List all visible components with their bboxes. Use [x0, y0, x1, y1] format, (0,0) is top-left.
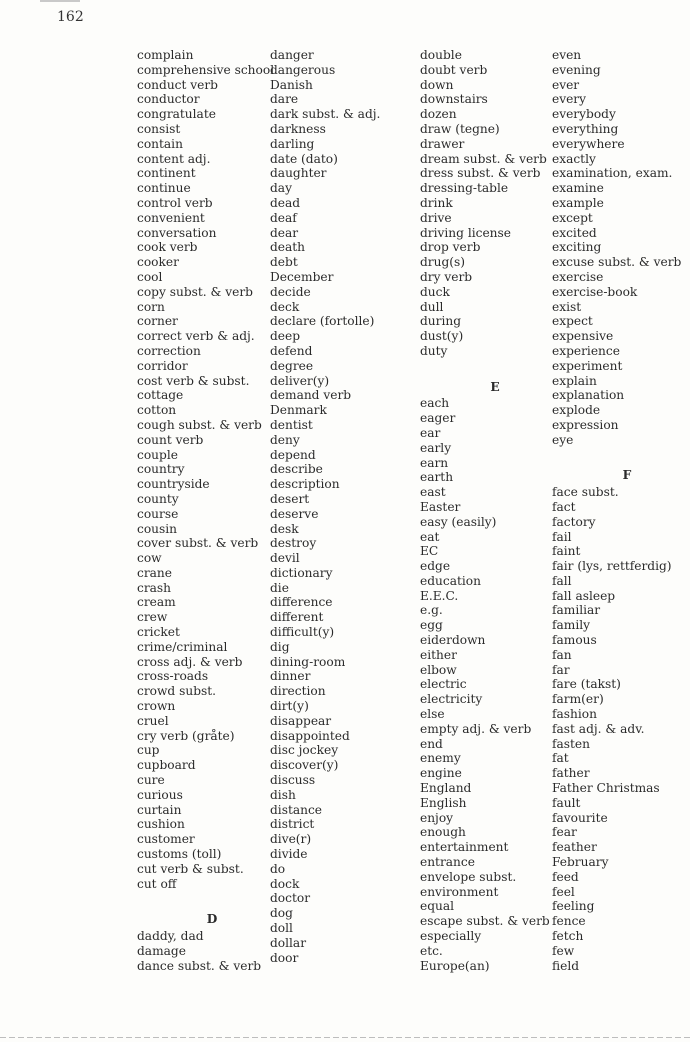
word-entry: description — [270, 477, 340, 492]
word-entry: experience — [552, 343, 620, 358]
word-entry: cure — [137, 773, 165, 788]
word-entry: ever — [552, 77, 580, 92]
word-entry: faint — [552, 544, 581, 559]
word-entry: face subst. — [552, 485, 619, 500]
word-entry: darling — [270, 136, 315, 151]
word-entry: engine — [420, 766, 462, 781]
word-entry: declare (fortolle) — [270, 314, 375, 329]
word-entry: deck — [270, 299, 300, 314]
word-entry: expect — [552, 314, 593, 329]
word-entry: customer — [137, 832, 195, 847]
word-entry: early — [420, 440, 452, 455]
word-entry: death — [270, 240, 306, 255]
word-entry: crown — [137, 699, 176, 714]
word-entry: except — [552, 210, 593, 225]
word-entry: demand verb — [270, 388, 352, 403]
word-entry: daddy, dad — [137, 929, 204, 944]
word-entry: cover subst. & verb — [137, 536, 259, 551]
word-entry: comprehensive school — [137, 62, 275, 77]
word-entry: fair (lys, rettferdig) — [552, 559, 672, 574]
word-entry: equal — [420, 899, 455, 914]
word-entry: dress subst. & verb — [420, 166, 541, 181]
word-entry: cupboard — [137, 758, 196, 773]
word-entry: crew — [137, 610, 168, 625]
word-entry: depend — [270, 447, 316, 462]
word-entry: during — [420, 314, 462, 329]
word-entry: dare — [270, 92, 299, 107]
word-entry: doctor — [270, 891, 311, 906]
word-entry: distance — [270, 802, 323, 817]
word-entry: couple — [137, 447, 178, 462]
word-entry: country — [137, 462, 185, 477]
section-letter-heading: F — [622, 468, 632, 483]
word-entry: dry verb — [420, 269, 473, 284]
word-entry: dictionary — [270, 565, 333, 580]
word-entry: end — [420, 736, 443, 751]
word-entry: divide — [270, 847, 308, 862]
word-entry: day — [270, 181, 292, 196]
word-entry: eager — [420, 411, 456, 426]
word-entry: correction — [137, 343, 201, 358]
word-entry: dinner — [270, 669, 311, 684]
word-entry: dollar — [270, 935, 307, 950]
word-entry: course — [137, 506, 179, 521]
section-letter-heading: E — [490, 379, 500, 394]
word-column-4 — [552, 48, 690, 973]
word-entry: either — [420, 647, 457, 662]
word-entry: congratulate — [137, 107, 216, 122]
word-entry: escape subst. & verb — [420, 914, 550, 929]
word-entry: down — [420, 77, 454, 92]
word-entry: corridor — [137, 358, 188, 373]
word-entry: convenient — [137, 210, 205, 225]
word-entry: debt — [270, 255, 298, 270]
word-entry: expensive — [552, 329, 614, 344]
word-entry: decide — [270, 284, 311, 299]
word-entry: egg — [420, 618, 443, 633]
word-entry: discuss — [270, 773, 316, 788]
word-entry: cousin — [137, 521, 178, 536]
section-spacer — [552, 448, 690, 463]
word-entry: exciting — [552, 240, 602, 255]
word-entry: difficult(y) — [270, 625, 335, 640]
word-entry: father — [552, 766, 590, 781]
word-entry: cool — [137, 269, 163, 284]
word-entry: fare (takst) — [552, 677, 621, 692]
word-column-3 — [420, 48, 570, 973]
word-entry: curtain — [137, 802, 182, 817]
word-entry: describe — [270, 462, 323, 477]
word-entry: cushion — [137, 817, 185, 832]
word-entry: conduct verb — [137, 77, 218, 92]
word-entry: date (dato) — [270, 151, 338, 166]
word-entry: disc jockey — [270, 743, 339, 758]
word-entry: ear — [420, 425, 441, 440]
word-entry: fat — [552, 751, 569, 766]
word-entry: familiar — [552, 603, 601, 618]
word-entry: dream subst. & verb — [420, 151, 547, 166]
word-entry: desk — [270, 521, 299, 536]
word-entry: earn — [420, 455, 449, 470]
word-entry: Easter — [420, 499, 461, 514]
word-entry: especially — [420, 929, 482, 944]
word-entry: fast adj. & adv. — [552, 721, 645, 736]
word-entry: English — [420, 795, 467, 810]
word-entry: fault — [552, 795, 581, 810]
word-entry: cross adj. & verb — [137, 654, 243, 669]
word-entry: driving license — [420, 225, 511, 240]
word-entry: darkness — [270, 121, 326, 136]
word-entry: Europe(an) — [420, 958, 490, 973]
word-entry: dangerous — [270, 62, 336, 77]
word-entry: fall — [552, 573, 572, 588]
page-top-rule — [40, 0, 80, 2]
word-entry: daughter — [270, 166, 327, 181]
word-entry: different — [270, 610, 324, 625]
word-entry: fall asleep — [552, 588, 616, 603]
word-entry: deny — [270, 432, 300, 447]
word-entry: easy (easily) — [420, 514, 497, 529]
word-entry: devil — [270, 551, 300, 566]
word-entry: cream — [137, 595, 176, 610]
word-entry: difference — [270, 595, 333, 610]
word-entry: crowd subst. — [137, 684, 217, 699]
word-entry: cost verb & subst. — [137, 373, 250, 388]
word-entry: danger — [270, 48, 314, 62]
word-column-2 — [270, 48, 420, 965]
word-entry: complain — [137, 48, 194, 62]
word-entry: defend — [270, 343, 313, 358]
word-entry: few — [552, 943, 575, 958]
word-entry: expression — [552, 417, 619, 432]
word-entry: dear — [270, 225, 299, 240]
word-entry: Father Christmas — [552, 781, 660, 796]
word-entry: dozen — [420, 107, 457, 122]
word-entry: dark subst. & adj. — [270, 107, 381, 122]
word-entry: dance subst. & verb — [137, 958, 262, 973]
word-entry: crash — [137, 580, 172, 595]
word-entry: earth — [420, 470, 454, 485]
word-entry: explanation — [552, 388, 625, 403]
word-entry: excited — [552, 225, 597, 240]
word-entry: dead — [270, 195, 301, 210]
word-entry: eye — [552, 432, 574, 447]
word-entry: cricket — [137, 625, 180, 640]
word-entry: exercise — [552, 269, 604, 284]
word-entry: entertainment — [420, 840, 509, 855]
word-entry: correct verb & adj. — [137, 329, 255, 344]
word-entry: fail — [552, 529, 572, 544]
section-letter-heading: D — [206, 912, 218, 927]
word-entry: evening — [552, 62, 601, 77]
word-entry: destroy — [270, 536, 317, 551]
word-entry: cruel — [137, 713, 169, 728]
word-entry: fact — [552, 499, 576, 514]
word-entry: feed — [552, 869, 579, 884]
word-entry: dining-room — [270, 654, 346, 669]
word-entry: corn — [137, 299, 165, 314]
word-entry: cottage — [137, 388, 184, 403]
word-entry: district — [270, 817, 315, 832]
word-entry: cook verb — [137, 240, 198, 255]
word-entry: continue — [137, 181, 191, 196]
word-entry: dive(r) — [270, 832, 312, 847]
word-entry: electric — [420, 677, 467, 692]
word-entry: examination, exam. — [552, 166, 673, 181]
word-entry: drink — [420, 195, 453, 210]
word-entry: explode — [552, 403, 601, 418]
word-entry: control verb — [137, 195, 213, 210]
word-entry: every — [552, 92, 587, 107]
word-entry: cup — [137, 743, 160, 758]
word-entry: fear — [552, 825, 577, 840]
word-entry: entrance — [420, 855, 475, 870]
word-entry: contain — [137, 136, 183, 151]
word-entry: family — [552, 618, 591, 633]
word-entry: example — [552, 195, 604, 210]
word-entry: double — [420, 48, 462, 62]
word-entry: drop verb — [420, 240, 481, 255]
word-entry: eiderdown — [420, 633, 486, 648]
word-entry: east — [420, 485, 446, 500]
word-entry: doll — [270, 921, 293, 936]
word-entry: electricity — [420, 692, 483, 707]
word-entry: feel — [552, 884, 575, 899]
word-entry: enemy — [420, 751, 461, 766]
word-entry: dentist — [270, 417, 313, 432]
word-entry: dirt(y) — [270, 699, 309, 714]
word-entry: famous — [552, 633, 597, 648]
word-entry: experiment — [552, 358, 623, 373]
word-entry: dock — [270, 876, 300, 891]
word-entry: education — [420, 573, 481, 588]
word-entry: feather — [552, 840, 597, 855]
word-entry: far — [552, 662, 570, 677]
word-entry: farm(er) — [552, 692, 604, 707]
word-entry: everybody — [552, 107, 616, 122]
word-entry: dust(y) — [420, 329, 464, 344]
word-entry: damage — [137, 943, 186, 958]
word-entry: cut verb & subst. — [137, 861, 244, 876]
word-entry: dog — [270, 906, 293, 921]
word-entry: discover(y) — [270, 758, 339, 773]
word-entry: duty — [420, 343, 448, 358]
word-entry: exercise-book — [552, 284, 638, 299]
word-entry: field — [552, 958, 580, 973]
word-entry: conversation — [137, 225, 217, 240]
word-entry: draw (tegne) — [420, 121, 500, 136]
section-spacer — [420, 359, 570, 374]
word-entry: do — [270, 861, 286, 876]
word-entry: deserve — [270, 506, 319, 521]
word-entry: fashion — [552, 707, 597, 722]
word-entry: degree — [270, 358, 314, 373]
word-entry: dressing-table — [420, 181, 509, 196]
page-number: 162 — [57, 9, 84, 25]
word-entry: cow — [137, 551, 162, 566]
word-entry: disappointed — [270, 728, 350, 743]
word-entry: everything — [552, 121, 619, 136]
word-entry: feeling — [552, 899, 595, 914]
word-entry: copy subst. & verb — [137, 284, 253, 299]
word-entry: direction — [270, 684, 326, 699]
word-entry: cry verb (gråte) — [137, 728, 235, 743]
word-entry: else — [420, 707, 445, 722]
word-entry: cross-roads — [137, 669, 209, 684]
word-entry: conductor — [137, 92, 200, 107]
word-entry: fetch — [552, 929, 584, 944]
word-entry: enough — [420, 825, 466, 840]
word-entry: environment — [420, 884, 499, 899]
word-entry: fence — [552, 914, 586, 929]
word-entry: e.g. — [420, 603, 443, 618]
word-entry: cough subst. & verb — [137, 417, 262, 432]
word-entry: door — [270, 950, 299, 965]
word-entry: dull — [420, 299, 444, 314]
word-entry: duck — [420, 284, 450, 299]
word-entry: continent — [137, 166, 196, 181]
word-entry: consist — [137, 121, 181, 136]
word-entry: countryside — [137, 477, 210, 492]
word-entry: empty adj. & verb — [420, 721, 532, 736]
word-entry: exist — [552, 299, 582, 314]
page-bottom-edge — [0, 1037, 690, 1038]
word-entry: explain — [552, 373, 597, 388]
word-entry: factory — [552, 514, 596, 529]
word-entry: enjoy — [420, 810, 454, 825]
word-entry: Danish — [270, 77, 313, 92]
word-entry: deep — [270, 329, 301, 344]
word-entry: Denmark — [270, 403, 327, 418]
word-entry: crane — [137, 565, 172, 580]
word-entry: drug(s) — [420, 255, 466, 270]
word-entry: even — [552, 48, 582, 62]
word-entry: customs (toll) — [137, 847, 222, 862]
word-entry: cooker — [137, 255, 179, 270]
word-entry: county — [137, 491, 179, 506]
word-entry: exactly — [552, 151, 596, 166]
word-entry: dig — [270, 639, 290, 654]
word-entry: fasten — [552, 736, 590, 751]
word-entry: examine — [552, 181, 604, 196]
word-entry: drawer — [420, 136, 465, 151]
word-entry: count verb — [137, 432, 204, 447]
word-entry: cut off — [137, 876, 177, 891]
word-entry: E.E.C. — [420, 588, 459, 603]
word-entry: die — [270, 580, 289, 595]
word-entry: cotton — [137, 403, 177, 418]
word-entry: each — [420, 396, 450, 411]
word-entry: deliver(y) — [270, 373, 330, 388]
word-entry: downstairs — [420, 92, 488, 107]
word-entry: curious — [137, 787, 183, 802]
word-entry: doubt verb — [420, 62, 488, 77]
word-entry: EC — [420, 544, 439, 559]
word-entry: February — [552, 855, 609, 870]
word-entry: fan — [552, 647, 572, 662]
word-entry: edge — [420, 559, 451, 574]
word-entry: deaf — [270, 210, 297, 225]
section-spacer — [137, 891, 287, 906]
word-entry: dish — [270, 787, 296, 802]
word-entry: elbow — [420, 662, 457, 677]
word-entry: everywhere — [552, 136, 625, 151]
word-entry: favourite — [552, 810, 608, 825]
word-entry: desert — [270, 491, 310, 506]
word-entry: content adj. — [137, 151, 211, 166]
word-entry: disappear — [270, 713, 332, 728]
word-entry: excuse subst. & verb — [552, 255, 682, 270]
word-column-1 — [137, 48, 287, 973]
word-entry: corner — [137, 314, 178, 329]
word-entry: eat — [420, 529, 440, 544]
word-entry: December — [270, 269, 334, 284]
word-entry: England — [420, 781, 472, 796]
word-entry: crime/criminal — [137, 639, 228, 654]
word-entry: drive — [420, 210, 452, 225]
word-entry: etc. — [420, 943, 443, 958]
word-entry: envelope subst. — [420, 869, 517, 884]
